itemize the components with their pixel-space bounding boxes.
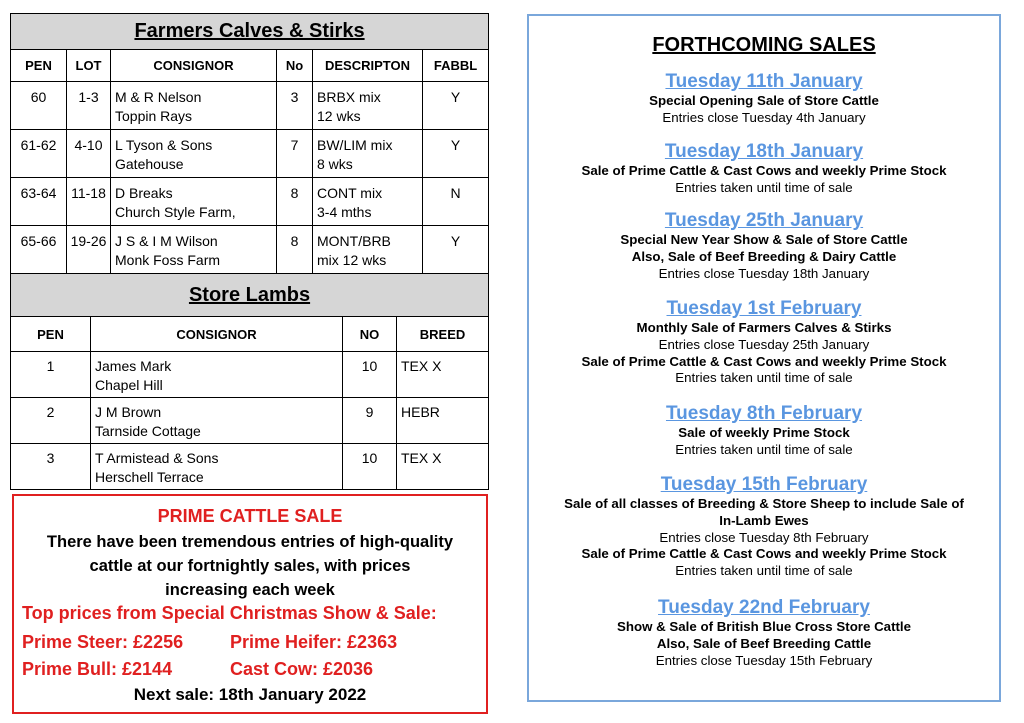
breed-cell: TEX X (397, 352, 489, 398)
sale-line: Entries taken until time of sale (675, 370, 853, 386)
fabbl-cell: N (423, 178, 489, 226)
fabbl-cell: Y (423, 130, 489, 178)
no-cell: 3 (277, 82, 313, 130)
consignor-cell (111, 178, 277, 226)
pen-cell: 1 (11, 352, 91, 398)
breed-cell: HEBR (397, 398, 489, 444)
description-line: 12 wks (317, 108, 361, 124)
col-fabbl: FABBL (423, 50, 489, 82)
col-no: No (277, 50, 313, 82)
consignor-name: J M Brown (95, 404, 162, 420)
sale-event (535, 209, 993, 282)
description-line: mix 12 wks (317, 252, 387, 268)
col-pen: PEN (11, 317, 91, 352)
description-line: BRBX mix (317, 89, 381, 105)
pen-cell: 63-64 (11, 178, 67, 226)
table-row (11, 398, 489, 444)
lambs-table (10, 273, 489, 490)
prime-body-line: There have been tremendous entries of high-quality (46, 533, 454, 551)
sale-line: Entries close Tuesday 25th January (658, 336, 870, 352)
sale-line: Also, Sale of Beef Breeding & Dairy Cattle (631, 248, 897, 264)
description-cell (313, 226, 423, 274)
sale-date: Tuesday 15th February (660, 474, 868, 495)
sale-date: Tuesday 8th February (665, 403, 863, 424)
pen-cell: 2 (11, 398, 91, 444)
prime-body-line: increasing each week (165, 581, 335, 599)
no-cell: 8 (277, 226, 313, 274)
sale-event (535, 402, 993, 459)
price-prime-steer: Prime Steer: £2256 (22, 632, 184, 652)
calves-header-row (11, 50, 489, 82)
description-line: BW/LIM mix (317, 137, 393, 153)
sale-date: Tuesday 22nd February (658, 597, 870, 618)
price-prime-heifer: Prime Heifer: £2363 (230, 632, 398, 652)
prime-body-line: cattle at our fortnightly sales, with prices (89, 557, 411, 575)
pen-cell: 65-66 (11, 226, 67, 274)
description-cell (313, 130, 423, 178)
consignor-place: Gatehouse (115, 156, 184, 172)
sale-event (535, 297, 993, 387)
sale-event (535, 70, 993, 127)
sale-line: Sale of weekly Prime Stock (678, 425, 850, 440)
sales-heading: FORTHCOMING SALES (652, 34, 876, 56)
top-prices-heading: Top prices from Special Christmas Show & Sale: (22, 603, 437, 623)
sale-date: Tuesday 18th January (664, 141, 864, 162)
table-row (11, 226, 489, 274)
fabbl-cell: Y (423, 226, 489, 274)
consignor-cell (91, 444, 343, 490)
sale-event (535, 596, 993, 669)
fabbl-cell: Y (423, 82, 489, 130)
lambs-title: Store Lambs (11, 274, 489, 317)
table-row (11, 82, 489, 130)
sale-date: Tuesday 1st February (666, 298, 862, 319)
sale-date: Tuesday 25th January (664, 210, 864, 231)
consignor-place: Tarnside Cottage (95, 423, 201, 439)
consignor-cell (91, 352, 343, 398)
col-description: DESCRIPTON (313, 50, 423, 82)
table-row (11, 178, 489, 226)
pen-cell: 3 (11, 444, 91, 490)
breed-cell: TEX X (397, 444, 489, 490)
col-no: NO (343, 317, 397, 352)
consignor-name: M & R Nelson (115, 89, 202, 105)
sale-event (535, 473, 993, 580)
consignor-place: Church Style Farm, (115, 204, 236, 220)
price-cast-cow: Cast Cow: £2036 (230, 659, 374, 679)
col-consignor: CONSIGNOR (111, 50, 277, 82)
consignor-cell (111, 130, 277, 178)
description-line: MONT/BRB (317, 233, 391, 249)
lot-cell: 19-26 (67, 226, 111, 274)
lot-cell: 4-10 (67, 130, 111, 178)
description-cell (313, 82, 423, 130)
consignor-cell (111, 226, 277, 274)
consignor-place: Monk Foss Farm (115, 252, 221, 268)
pen-cell: 61-62 (11, 130, 67, 178)
sale-line: Entries close Tuesday 18th January (658, 265, 870, 281)
no-cell: 10 (343, 444, 397, 490)
description-line: 8 wks (317, 156, 353, 172)
prime-body (14, 530, 486, 602)
no-cell: 7 (277, 130, 313, 178)
price-prime-bull: Prime Bull: £2144 (22, 659, 173, 679)
lambs-header-row (11, 317, 489, 352)
table-row (11, 352, 489, 398)
consignor-name: L Tyson & Sons (115, 137, 213, 153)
sale-line: Entries taken until time of sale (675, 441, 853, 457)
sale-line: Entries taken until time of sale (675, 563, 853, 579)
table-row (11, 130, 489, 178)
sale-line: Sale of Prime Cattle & Cast Cows and weekly Prime Stock (581, 546, 947, 562)
consignor-cell (91, 398, 343, 444)
sale-line: Special New Year Show & Sale of Store Cattle (620, 232, 908, 247)
description-line: 3-4 mths (317, 204, 372, 220)
lot-cell: 11-18 (67, 178, 111, 226)
consignor-place: Herschell Terrace (95, 469, 204, 485)
sale-line: Sale of Prime Cattle & Cast Cows and weekly Prime Stock (581, 163, 947, 178)
table-row (11, 444, 489, 490)
col-lot: LOT (67, 50, 111, 82)
description-cell (313, 178, 423, 226)
lot-cell: 1-3 (67, 82, 111, 130)
calves-title: Farmers Calves & Stirks (11, 14, 489, 50)
sale-date: Tuesday 11th January (665, 71, 863, 92)
sale-line: Also, Sale of Beef Breeding Cattle (656, 635, 872, 651)
description-line: CONT mix (317, 185, 383, 201)
sale-line: Special Opening Sale of Store Cattle (649, 93, 879, 108)
prime-title: PRIME CATTLE SALE (157, 506, 343, 526)
col-breed: BREED (397, 317, 489, 352)
sale-line: Entries close Tuesday 8th February (659, 529, 869, 545)
sale-line: Sale of Prime Cattle & Cast Cows and weekly Prime Stock (581, 353, 947, 369)
col-pen: PEN (11, 50, 67, 82)
sale-line: Monthly Sale of Farmers Calves & Stirks (636, 320, 892, 335)
consignor-name: D Breaks (115, 185, 173, 201)
consignor-place: Chapel Hill (95, 377, 163, 393)
sale-line: Entries taken until time of sale (675, 179, 853, 195)
no-cell: 9 (343, 398, 397, 444)
calves-table (10, 13, 489, 274)
sale-line: Show & Sale of British Blue Cross Store Cattle (616, 619, 912, 634)
pen-cell: 60 (11, 82, 67, 130)
consignor-name: J S & I M Wilson (115, 233, 218, 249)
consignor-place: Toppin Rays (115, 108, 193, 124)
forthcoming-sales-panel (527, 14, 1001, 702)
no-cell: 10 (343, 352, 397, 398)
sale-line: Entries close Tuesday 4th January (662, 109, 866, 125)
prime-cattle-box (12, 494, 488, 714)
consignor-cell (111, 82, 277, 130)
consignor-name: James Mark (95, 358, 172, 374)
col-consignor: CONSIGNOR (91, 317, 343, 352)
sale-line: Sale of all classes of Breeding & Store Sheep to include Sale of (564, 496, 964, 511)
no-cell: 8 (277, 178, 313, 226)
sale-line: In-Lamb Ewes (719, 512, 809, 528)
consignor-name: T Armistead & Sons (95, 450, 219, 466)
sale-event (535, 140, 993, 197)
sale-line: Entries close Tuesday 15th February (655, 652, 873, 668)
next-sale: Next sale: 18th January 2022 (133, 685, 367, 704)
